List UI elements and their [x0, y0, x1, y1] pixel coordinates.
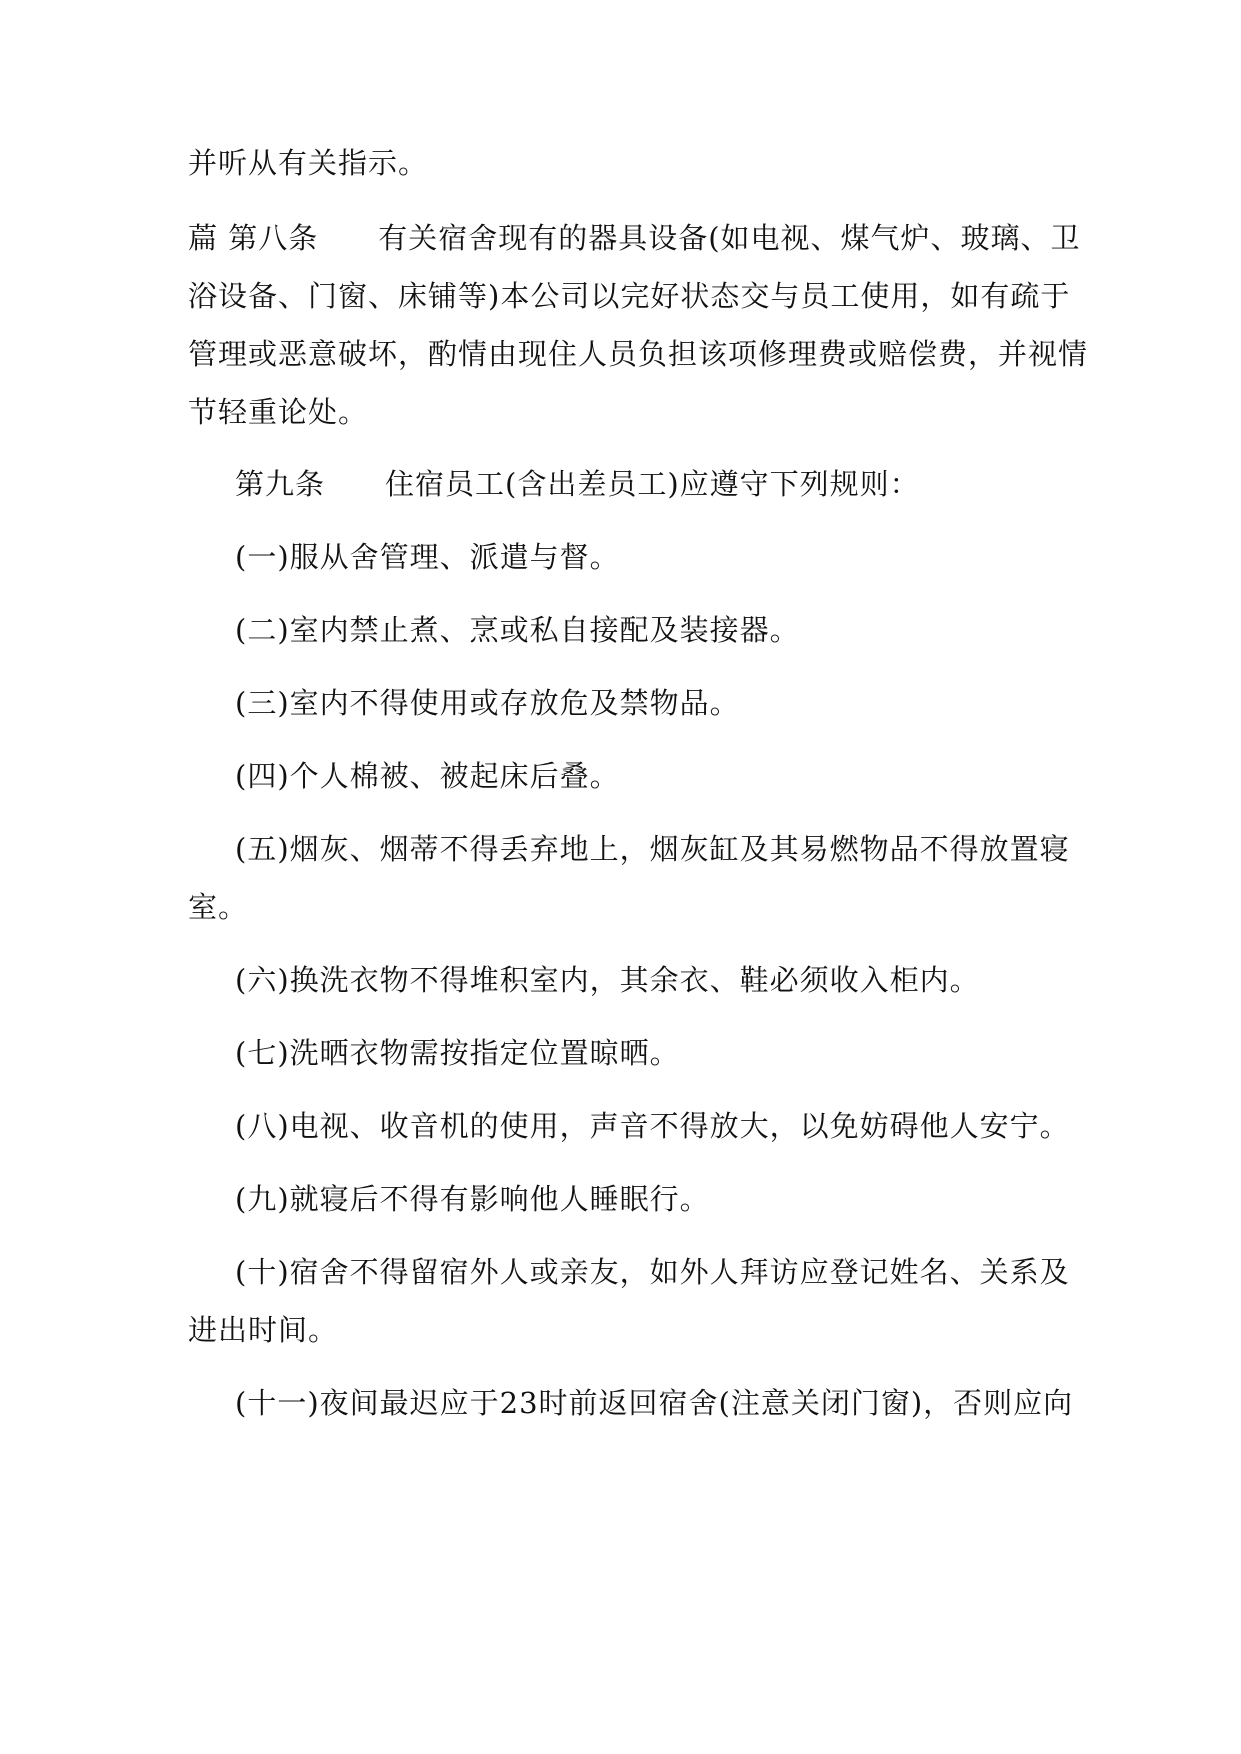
rule-item: (二)室内禁止煮、烹或私自接配及装接器。 — [235, 613, 800, 647]
rule-item: (十)宿舍不得留宿外人或亲友，如外人拜访应登记姓名、关系及 — [235, 1255, 1070, 1289]
text-line: 进出时间。 — [188, 1313, 339, 1347]
rule-item: (六)换洗衣物不得堆积室内，其余衣、鞋必须收入柜内。 — [235, 963, 980, 997]
rule-item: (十一)夜间最迟应于23时前返回宿舍(注意关闭门窗)，否则应向 — [235, 1386, 1074, 1420]
rule-item: (一)服从舍管理、派遣与督。 — [235, 540, 620, 574]
rule-item: (九)就寝后不得有影响他人睡眠行。 — [235, 1182, 710, 1216]
rule-item: (三)室内不得使用或存放危及禁物品。 — [235, 686, 740, 720]
article-8-heading: 萹 第八条 有关宿舍现有的器具设备(如电视、煤气炉、玻璃、卫 — [188, 221, 1081, 255]
rule-item: (五)烟灰、烟蒂不得丢弃地上，烟灰缸及其易燃物品不得放置寝 — [235, 832, 1070, 866]
text-line: 并听从有关指示。 — [188, 146, 429, 180]
text-line: 管理或恶意破坏，酌情由现住人员负担该项修理费或赔偿费，并视情 — [188, 337, 1089, 371]
text-line: 室。 — [188, 890, 249, 924]
text-line: 浴设备、门窗、床铺等)本公司以完好状态交与员工使用，如有疏于 — [188, 279, 1071, 313]
text-line: 节轻重论处。 — [188, 395, 369, 429]
rule-item: (七)洗晒衣物需按指定位置晾晒。 — [235, 1036, 680, 1070]
rule-item: (四)个人棉被、被起床后叠。 — [235, 759, 620, 793]
rule-item: (八)电视、收音机的使用，声音不得放大，以免妨碍他人安宁。 — [235, 1109, 1070, 1143]
article-9-heading: 第九条 住宿员工(含出差员工)应遵守下列规则： — [235, 467, 920, 501]
